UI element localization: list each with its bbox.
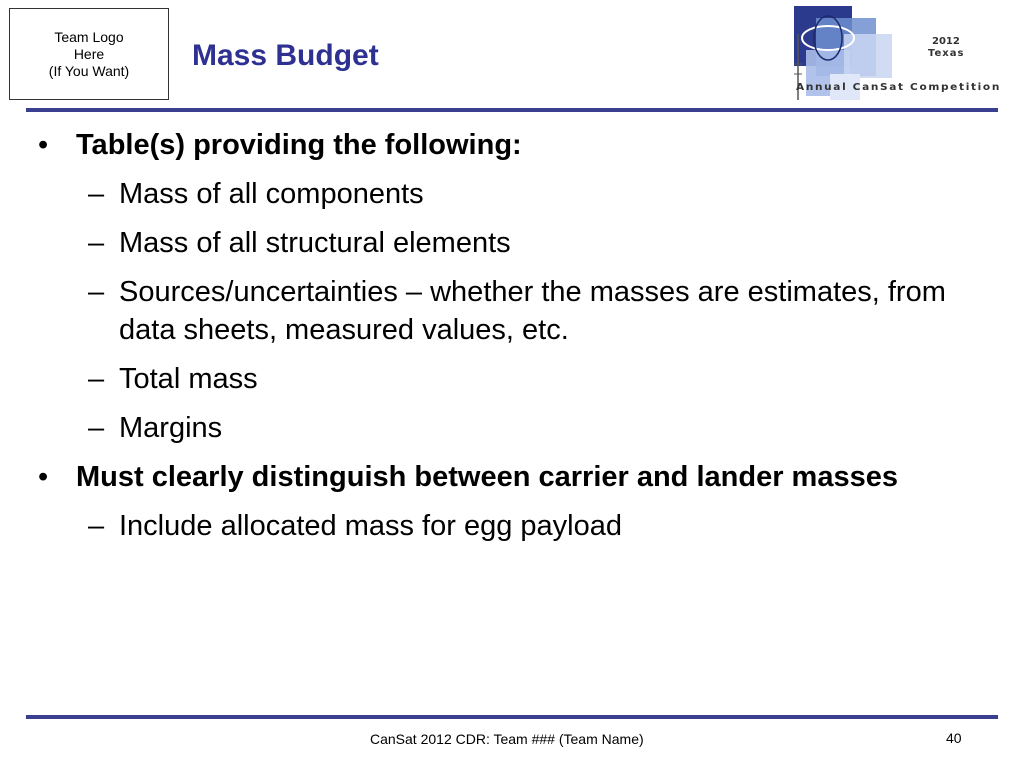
dash-mark: – (88, 276, 105, 308)
team-logo-placeholder (9, 8, 169, 100)
sub-item (34, 224, 954, 262)
cansat-competition-logo (786, 4, 1006, 104)
dash-mark: – (88, 510, 105, 542)
logo-year: 2012 (932, 36, 960, 47)
sub-item (34, 360, 954, 398)
logo-name: Annual CanSat Competition (796, 82, 1001, 93)
bullet-text: Table(s) providing the following: (76, 129, 522, 161)
dash-mark: – (88, 412, 105, 444)
sub-text: Mass of all structural elements (119, 227, 511, 259)
sub-text: Total mass (119, 363, 258, 395)
dash-mark: – (88, 178, 105, 210)
logo-line-3: (If You Want) (48, 62, 130, 79)
slide-title: Mass Budget (192, 39, 379, 72)
sub-item (34, 507, 954, 545)
bullet-item (34, 458, 954, 496)
header-divider (26, 108, 998, 112)
logo-place: Texas (928, 48, 965, 59)
logo-line-1: Team Logo (54, 28, 124, 45)
sub-item (34, 409, 954, 447)
sub-text: Sources/uncertainties – whether the masses are estimates, from data sheets, measured values, etc. (119, 276, 946, 346)
bullet-text: Must clearly distinguish between carrier and lander masses (76, 461, 898, 493)
footer-divider (26, 715, 998, 719)
logo-line-2: Here (73, 45, 105, 62)
sub-text: Include allocated mass for egg payload (119, 510, 622, 542)
sub-item (34, 175, 954, 213)
slide-content (34, 126, 954, 545)
sub-item (34, 273, 954, 349)
bullet-mark: • (38, 461, 49, 493)
bullet-item (34, 126, 954, 164)
footer-text: CanSat 2012 CDR: Team ### (Team Name) (370, 731, 644, 747)
bullet-mark: • (38, 129, 49, 161)
sub-text: Margins (119, 412, 223, 444)
page-number: 40 (946, 730, 962, 746)
dash-mark: – (88, 227, 105, 259)
dash-mark: – (88, 363, 105, 395)
sub-text: Mass of all components (119, 178, 424, 210)
